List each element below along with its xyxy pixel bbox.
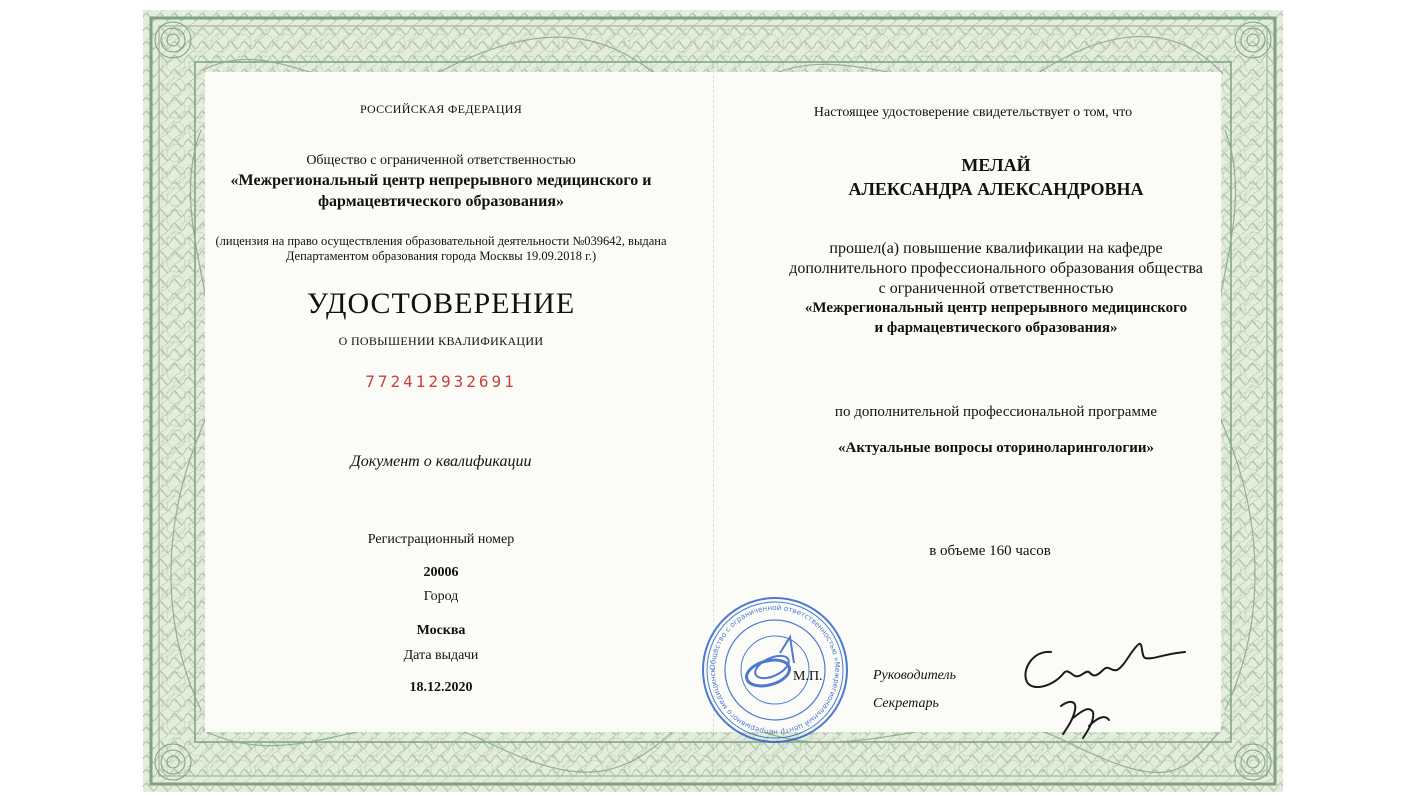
body-line3: с ограниченной ответственностью <box>878 280 1114 297</box>
body-line4: «Межрегиональный центр непрерывного медицинского <box>804 300 1188 316</box>
registration-number: 20006 <box>423 565 459 580</box>
city-value: Москва <box>416 623 466 638</box>
body-line5: и фармацевтического образования» <box>874 320 1118 336</box>
secretary-signature <box>1061 702 1109 738</box>
city-label: Город <box>423 589 459 604</box>
org-name-line2: фармацевтического образования» <box>317 193 565 210</box>
org-form: Общество с ограниченной ответственностью <box>306 153 576 168</box>
document-type: Документ о квалификации <box>350 453 532 470</box>
document-subtitle: О ПОВЫШЕНИИ КВАЛИФИКАЦИИ <box>338 334 544 348</box>
program-label: по дополнительной профессиональной программе <box>834 404 1158 420</box>
holder-given-names: АЛЕКСАНДРА АЛЕКСАНДРОВНА <box>848 179 1144 199</box>
license-line2: Департаментом образования города Москвы 19.09.2018 г.) <box>285 249 597 263</box>
serial-number: 772412932691 <box>365 372 517 391</box>
signatures <box>1013 630 1213 750</box>
secretary-label: Секретарь <box>873 696 939 711</box>
head-label: Руководитель <box>873 668 957 683</box>
license-line1: (лицензия на право осуществления образовательной деятельности №039642, выдана <box>215 234 667 248</box>
intro-text: Настоящее удостоверение свидетельствует о том, что <box>813 105 1133 120</box>
org-name-line1: «Межрегиональный центр непрерывного медицинского и <box>230 172 652 189</box>
document-title: УДОСТОВЕРЕНИЕ <box>306 287 576 320</box>
program-name: «Актуальные вопросы оториноларингологии» <box>838 440 1154 456</box>
holder-surname: МЕЛАЙ <box>961 155 1031 175</box>
body-line1: прошел(а) повышение квалификации на кафедре <box>829 240 1163 257</box>
certificate-sheet <box>143 10 1283 792</box>
head-signature <box>1025 644 1185 687</box>
date-label: Дата выдачи <box>403 648 479 663</box>
registration-label: Регистрационный номер <box>367 532 515 547</box>
stamp-mark: М.П. <box>793 669 823 684</box>
hours-text: в объеме 160 часов <box>929 543 1051 559</box>
country-heading: РОССИЙСКАЯ ФЕДЕРАЦИЯ <box>359 102 523 116</box>
issue-date: 18.12.2020 <box>409 680 473 695</box>
body-line2: дополнительного профессионального образования общества <box>789 260 1203 277</box>
official-stamp <box>698 593 852 747</box>
stamp-outer-text: Общество с ограниченной ответственностью «Межрегиональный центр непрерывного медицинск <box>707 602 843 738</box>
